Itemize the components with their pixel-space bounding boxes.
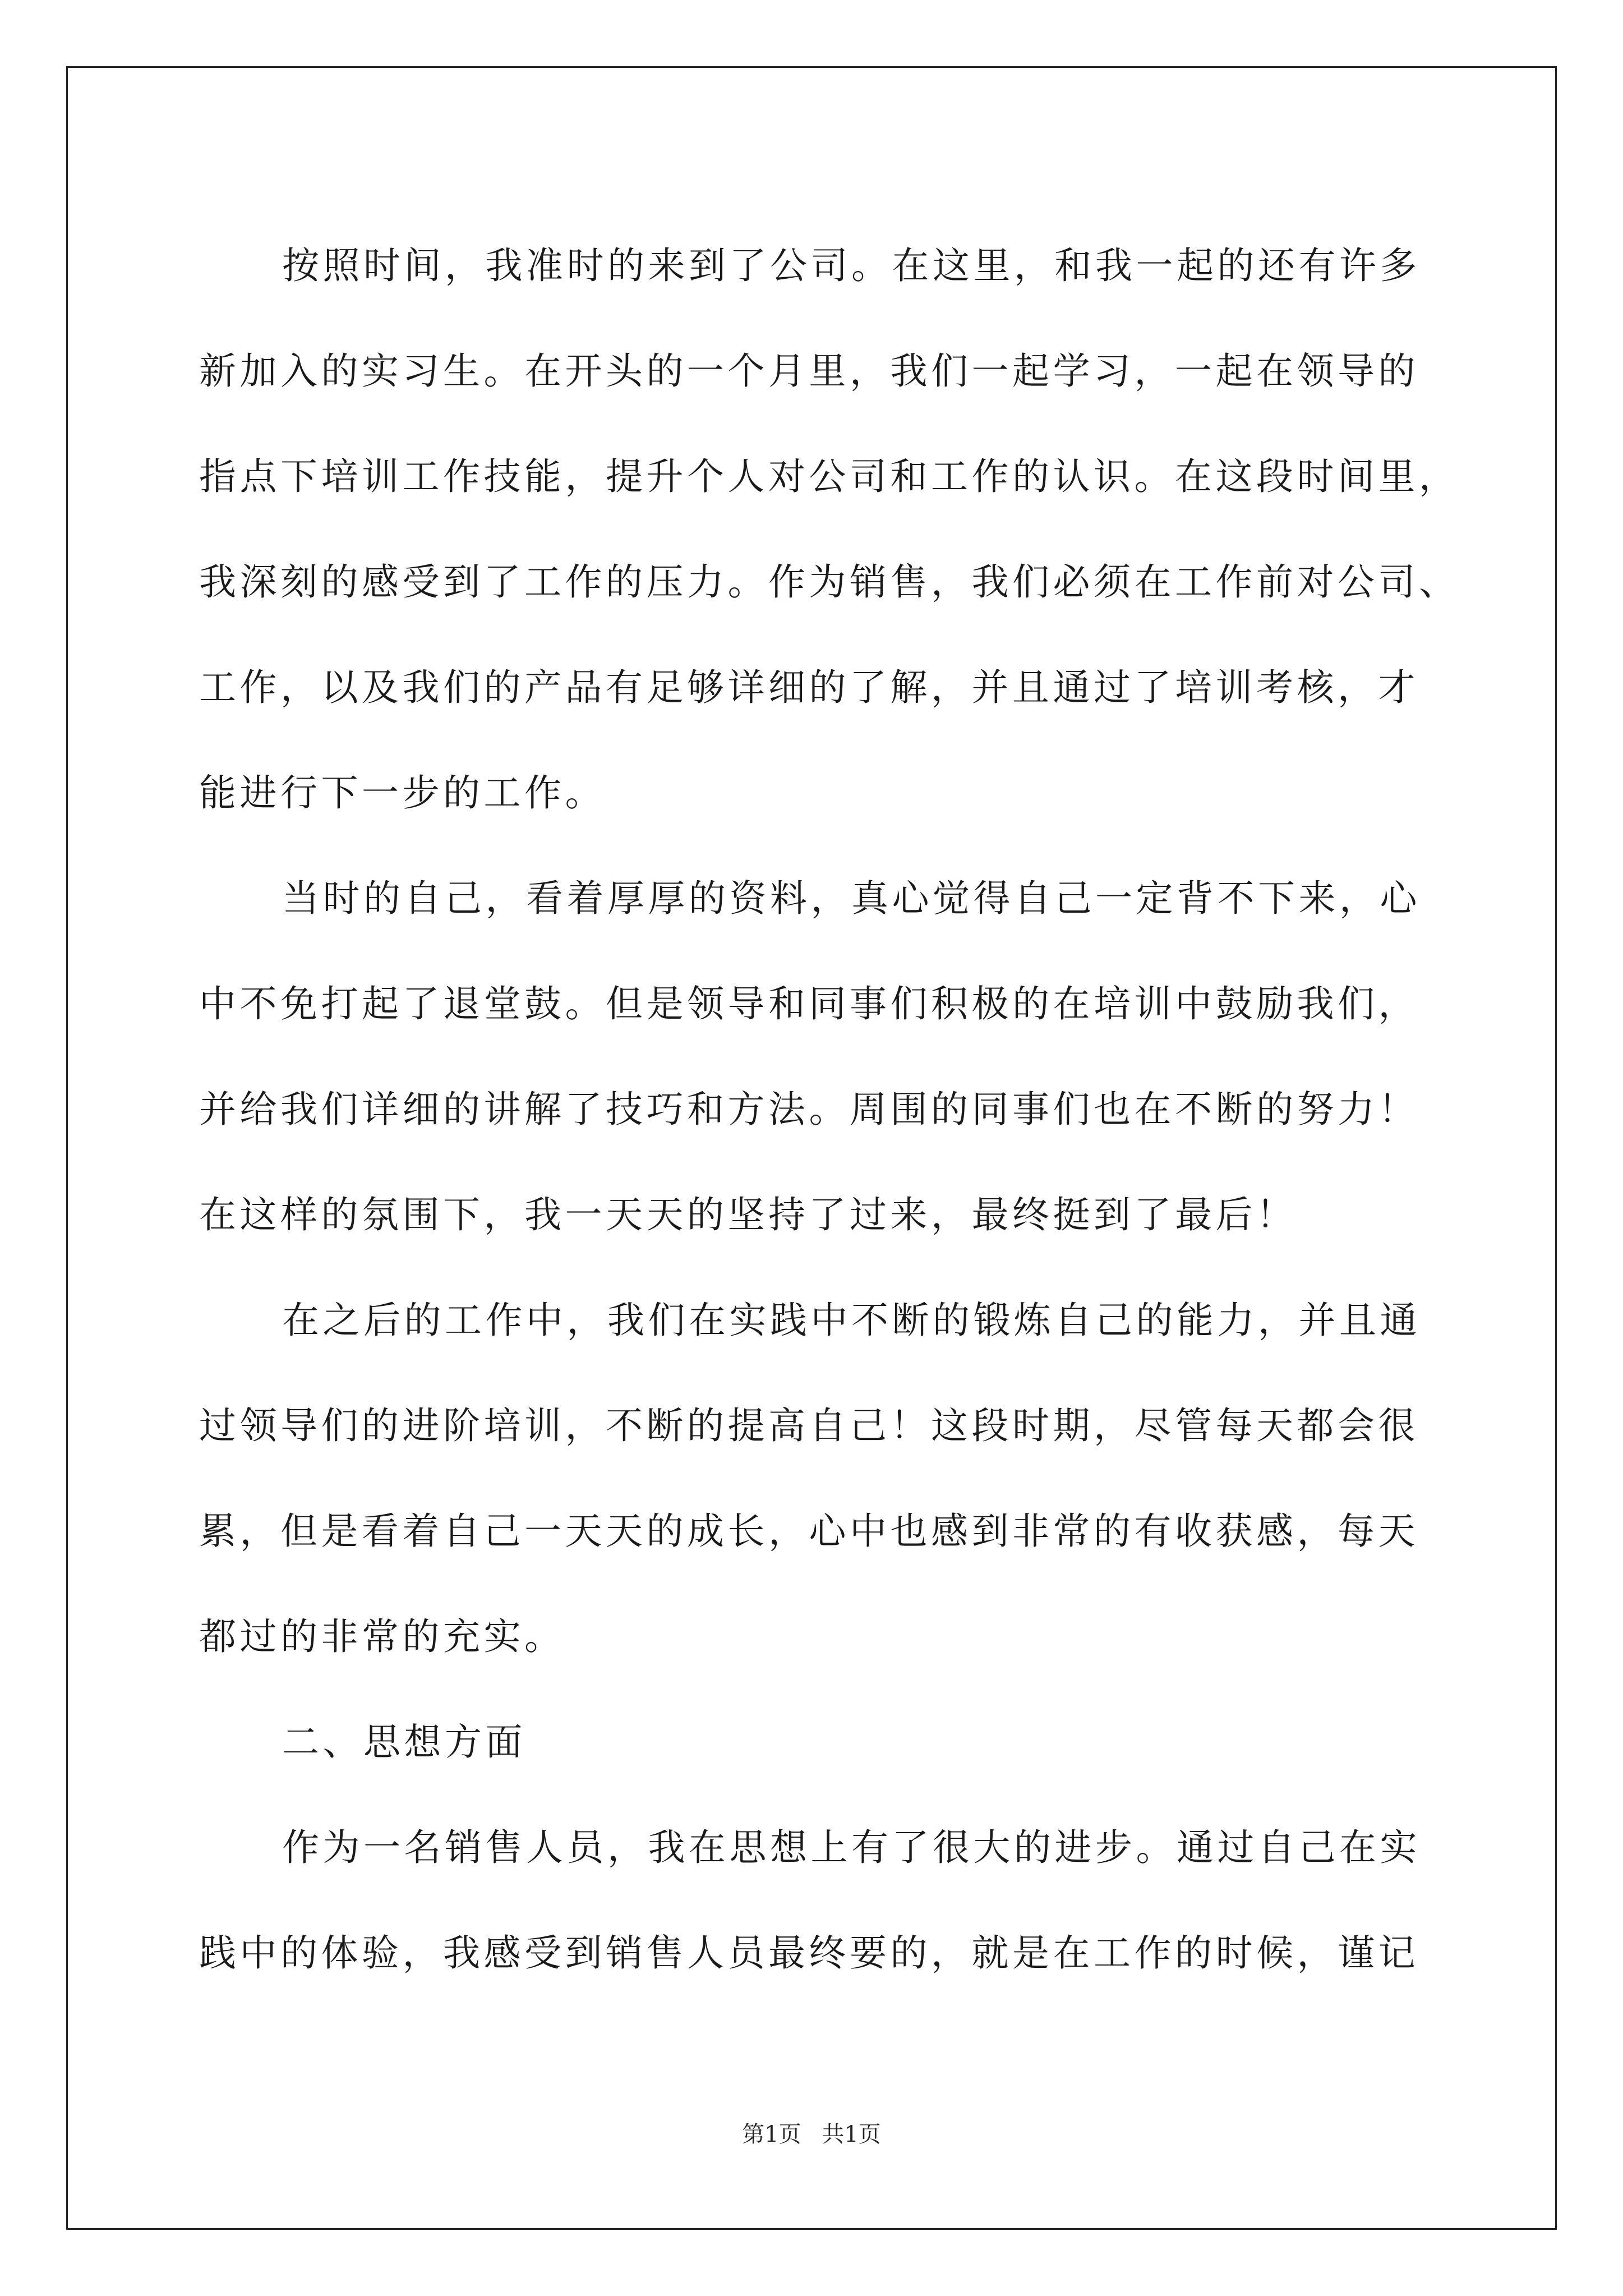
text-line: 按照时间，我准时的来到了公司。在这里，和我一起的还有许多 — [282, 244, 1421, 287]
text-line: 践中的体验，我感受到销售人员最终要的，就是在工作的时候，谨记 — [199, 1931, 1419, 1975]
text-line: 我深刻的感受到了工作的压力。作为销售，我们必须在工作前对公司、 — [199, 560, 1460, 604]
page-total: 共1页 — [822, 2122, 881, 2147]
page-number: 第1页 — [742, 2122, 801, 2147]
document-body — [199, 213, 1460, 2006]
text-line: 指点下培训工作技能，提升个人对公司和工作的认识。在这段时间里， — [199, 455, 1460, 498]
text-line: 能进行下一步的工作。 — [199, 771, 606, 815]
section-heading: 二、思想方面 — [282, 1720, 526, 1764]
text-line: 工作，以及我们的产品有足够详细的了解，并且通过了培训考核，才 — [199, 666, 1419, 709]
text-line: 并给我们详细的讲解了技巧和方法。周围的同事们也在不断的努力！ — [199, 1088, 1419, 1131]
text-line: 中不免打起了退堂鼓。但是领导和同事们积极的在培训中鼓励我们， — [199, 982, 1419, 1025]
text-line: 在之后的工作中，我们在实践中不断的锻炼自己的能力，并且通 — [282, 1299, 1421, 1342]
text-line: 过领导们的进阶培训，不断的提高自己！这段时期，尽管每天都会很 — [199, 1404, 1419, 1447]
page-footer — [0, 2118, 1623, 2151]
text-line: 累，但是看着自己一天天的成长，心中也感到非常的有收获感，每天 — [199, 1510, 1419, 1553]
text-line: 当时的自己，看着厚厚的资料，真心觉得自己一定背不下来，心 — [282, 877, 1421, 920]
text-line: 作为一名销售人员，我在思想上有了很大的进步。通过自己在实 — [282, 1826, 1421, 1869]
text-line: 都过的非常的充实。 — [199, 1615, 565, 1658]
text-line: 新加入的实习生。在开头的一个月里，我们一起学习，一起在领导的 — [199, 349, 1419, 393]
text-line: 在这样的氛围下，我一天天的坚持了过来，最终挺到了最后！ — [199, 1193, 1297, 1236]
